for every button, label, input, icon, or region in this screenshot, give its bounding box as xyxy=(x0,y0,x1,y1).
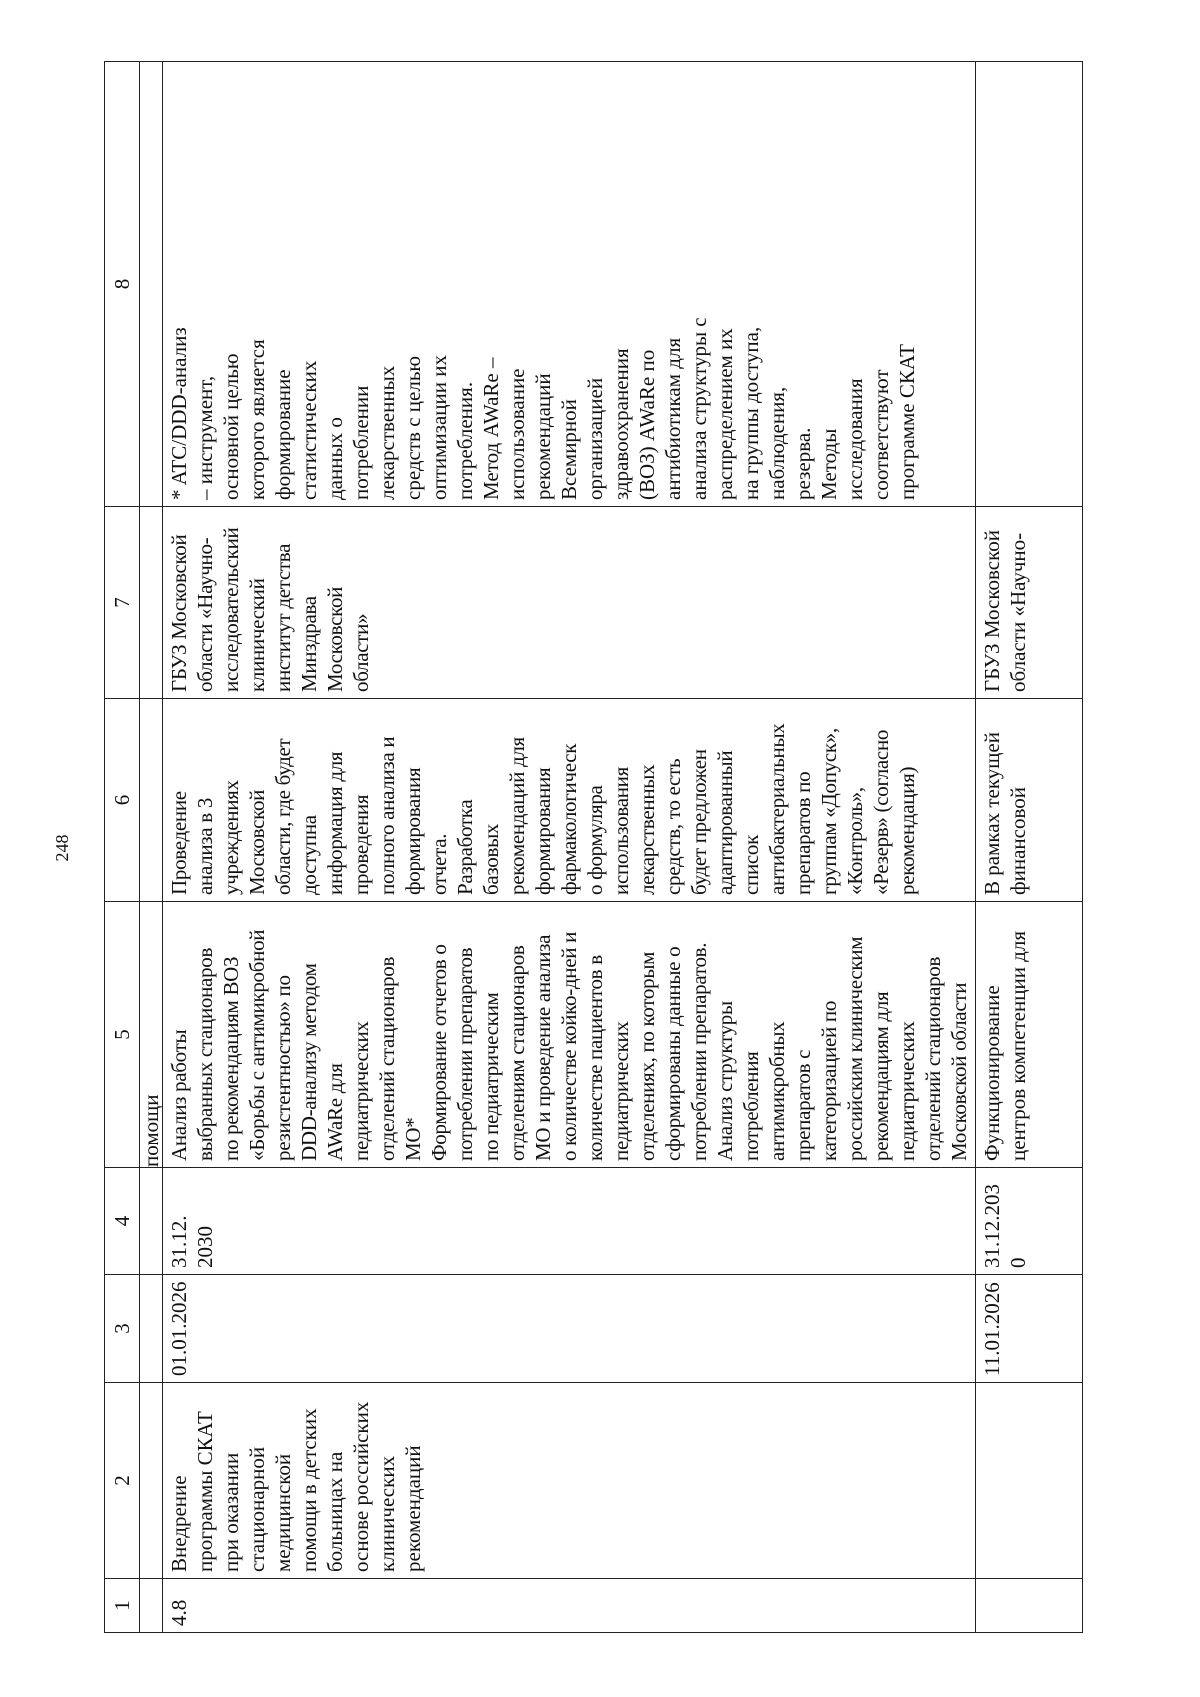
empty-cell xyxy=(140,1275,163,1383)
note: * ATC/DDD-анализ – инструмент, основной целью которого является формирование статистических данных о потреблении лекарственных средств с целью оптимизации их потребления. Метод AWaRe – использование рекомендаций Всемирной организацией здравоохранения (ВОЗ) AWaRe по антибиотикам для анализа структуры с распределением их на группы доступа, наблюдения, резерва. Методы исследования соответствуют программе СКАТ xyxy=(163,62,976,507)
header-cell: 1 xyxy=(105,1579,140,1633)
header-cell: 7 xyxy=(105,507,140,699)
row-number xyxy=(976,1579,1083,1633)
measures-table xyxy=(104,61,1083,1633)
empty-cell xyxy=(140,1383,163,1579)
header-cell: 8 xyxy=(105,62,140,507)
end-date: 31.12. 2030 xyxy=(163,1168,976,1275)
executor xyxy=(976,507,1083,699)
note xyxy=(976,62,1083,507)
start-date: 01.01.2026 xyxy=(163,1275,976,1383)
note-text xyxy=(979,68,1073,500)
carry-over-row xyxy=(140,62,163,1633)
table-row xyxy=(976,62,1083,1633)
empty-cell xyxy=(140,507,163,699)
measure-name-text xyxy=(979,1389,1073,1572)
result-description xyxy=(976,902,1083,1168)
executor: ГБУЗ Московской области «Научно- исследовательский клинический институт детства Минздрава Московской области» xyxy=(163,507,976,699)
header-cell: 5 xyxy=(105,902,140,1168)
end-date-text: 31.12.2030 xyxy=(980,1184,1030,1268)
result-description: Анализ работы выбранных стационаров по рекомендациям ВОЗ «Борьбы с антимикробной резистентностью» по DDD-анализу методом AWaRe для педиатрических отделений стационаров МО* Формирование отчетов о потреблении препаратов по педиатрическим отделениям стационаров МО и проведение анализа о количестве койко-дней и количестве пациентов в педиатрических отделениях, по которым сформированы данные о потреблении препаратов. Анализ структуры потребления антимикробных препаратов с категоризацией по российским клиническим рекомендациям для педиатрических отделений стационаров Московской области xyxy=(163,902,976,1168)
start-date-text: 11.01.2026 xyxy=(980,1282,1004,1376)
header-cell: 2 xyxy=(105,1383,140,1579)
row-number-text xyxy=(979,1585,1073,1626)
row-number: 4.8 xyxy=(163,1579,976,1633)
start-date xyxy=(976,1275,1083,1383)
end-date xyxy=(976,1168,1083,1275)
measure-name: Внедрение программы СКАТ при оказании стационарной медицинской помощи в детских больницах на основе российских клинических рекомендаций xyxy=(163,1383,976,1579)
page-number: 248 xyxy=(52,834,72,862)
empty-cell xyxy=(140,1168,163,1275)
result-text: Функционирование центров компетенции для xyxy=(980,930,1030,1161)
empty-cell xyxy=(140,699,163,902)
executor-text: ГБУЗ Московской области «Научно- xyxy=(980,530,1030,692)
actions-text: В рамках текущей финансовой xyxy=(980,732,1030,895)
rotated-table-container xyxy=(104,62,1066,1633)
measure-name xyxy=(976,1383,1083,1579)
header-cell: 3 xyxy=(105,1275,140,1383)
table-row xyxy=(163,62,976,1633)
actions-description: Проведение анализа в 3 учреждениях Московской области, где будет доступна информация для проведения полного анализа и формирования отчета. Разработка базовых рекомендаций для формирования фармакологическ о формуляра использования лекарственных средств, то есть будет предложен адаптированный список антибактериальных препаратов по группам «Допуск», «Контроль», «Резерв» (согласно рекомендация) xyxy=(163,699,976,902)
actions-description xyxy=(976,699,1083,902)
empty-cell xyxy=(140,1579,163,1633)
header-row xyxy=(105,62,140,1633)
header-cell: 6 xyxy=(105,699,140,902)
carry-over-cell: помощи xyxy=(140,902,163,1168)
empty-cell xyxy=(140,62,163,507)
header-cell: 4 xyxy=(105,1168,140,1275)
